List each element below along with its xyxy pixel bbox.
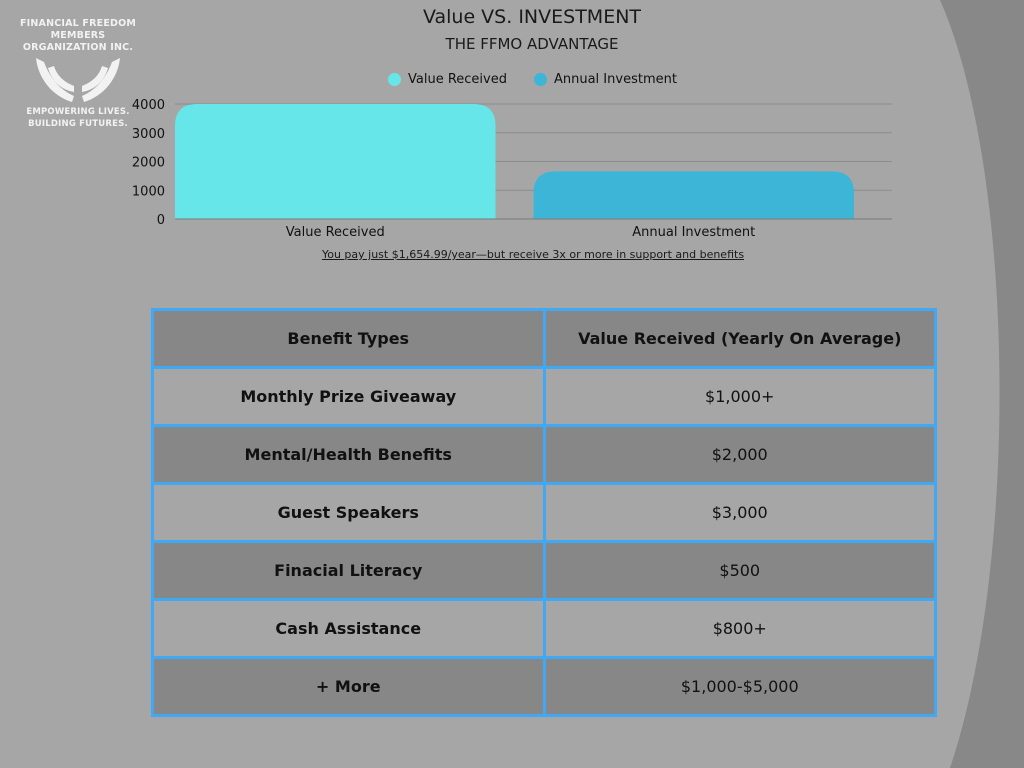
y-tick-label: 1000 xyxy=(131,184,165,200)
y-tick-label: 0 xyxy=(156,213,165,228)
bar-annual-investment xyxy=(534,171,855,219)
legend-label-annual-investment: Annual Investment xyxy=(553,72,677,87)
legend-label-value-received: Value Received xyxy=(408,72,507,87)
table-row xyxy=(153,600,936,658)
benefit-value-cell: $3,000 xyxy=(544,484,936,542)
bar-chart xyxy=(0,0,1024,250)
x-category-label: Value Received xyxy=(285,225,385,240)
benefit-value-cell: $800+ xyxy=(544,600,936,658)
benefit-value-cell: $500 xyxy=(544,542,936,600)
bar-value-received xyxy=(175,104,496,219)
benefit-type-cell: + More xyxy=(153,658,545,716)
benefit-value-cell: $1,000-$5,000 xyxy=(544,658,936,716)
y-tick-label: 3000 xyxy=(131,126,165,142)
logo-org-name: FINANCIAL FREEDOM MEMBERS ORGANIZATION INC. xyxy=(19,18,137,53)
logo-tagline-line2: BUILDING FUTURES. xyxy=(28,119,128,129)
benefits-table xyxy=(151,308,937,717)
benefit-type-cell: Cash Assistance xyxy=(153,600,545,658)
benefit-type-cell: Guest Speakers xyxy=(153,484,545,542)
table-row xyxy=(153,484,936,542)
header-benefit-types: Benefit Types xyxy=(153,310,545,368)
chart-note: You pay just $1,654.99/year—but receive 3x or more in support and benefits xyxy=(321,248,745,261)
chart-subtitle: THE FFMO ADVANTAGE xyxy=(445,35,619,53)
table-row xyxy=(153,368,936,426)
benefit-value-cell: $1,000+ xyxy=(544,368,936,426)
y-tick-label: 2000 xyxy=(131,155,165,171)
x-category-label: Annual Investment xyxy=(632,225,756,240)
header-value-received: Value Received (Yearly On Average) xyxy=(544,310,936,368)
benefit-type-cell: Mental/Health Benefits xyxy=(153,426,545,484)
table-row xyxy=(153,658,936,716)
chart-title: Value VS. INVESTMENT xyxy=(422,6,642,28)
y-tick-label: 4000 xyxy=(131,98,165,113)
logo-tagline-line1: EMPOWERING LIVES. xyxy=(26,107,130,117)
benefit-type-cell: Monthly Prize Giveaway xyxy=(153,368,545,426)
table-row xyxy=(153,542,936,600)
table-header-row xyxy=(153,310,936,368)
table-row xyxy=(153,426,936,484)
benefit-value-cell: $2,000 xyxy=(544,426,936,484)
benefit-type-cell: Finacial Literacy xyxy=(153,542,545,600)
